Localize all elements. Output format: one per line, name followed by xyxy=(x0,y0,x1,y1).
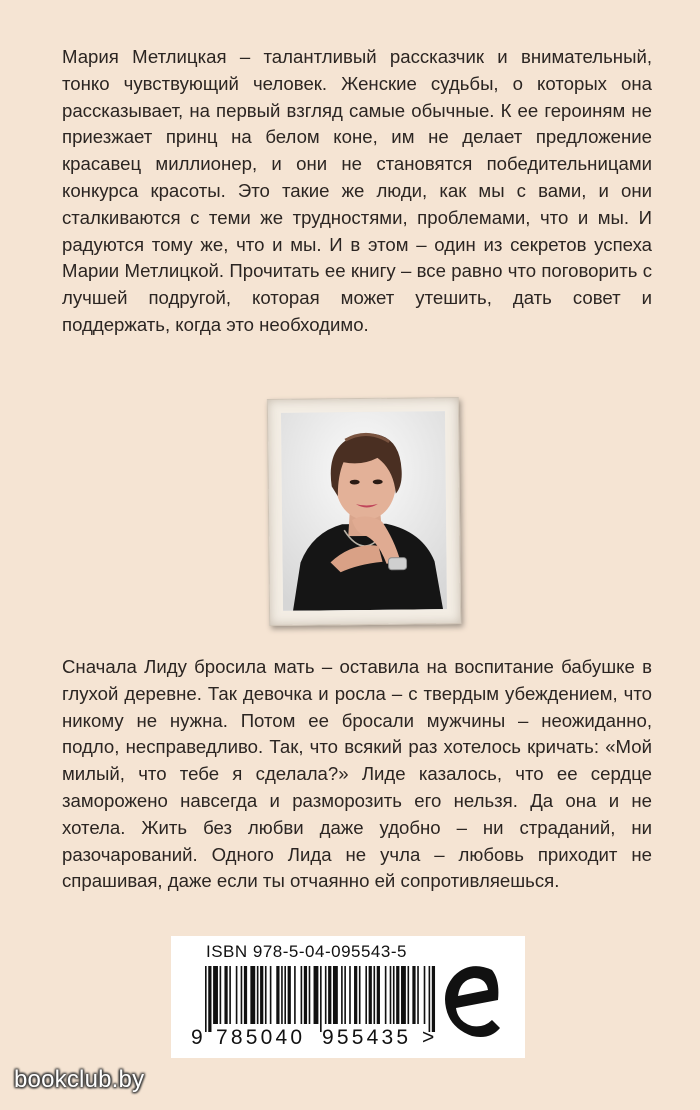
barcode-bar xyxy=(236,966,238,1024)
barcode-bar xyxy=(257,966,259,1024)
barcode-bar xyxy=(241,966,243,1024)
barcode-bar xyxy=(401,966,406,1024)
barcode-bar xyxy=(304,966,307,1024)
barcode-bar xyxy=(385,966,387,1024)
barcode-bar xyxy=(260,966,263,1024)
barcode-bar xyxy=(373,966,375,1024)
barcode-bar xyxy=(328,966,331,1024)
barcode-first-digit: 9 xyxy=(191,1026,203,1049)
barcode-bar xyxy=(424,966,426,1024)
barcode-bar xyxy=(369,966,372,1024)
barcode-bar xyxy=(220,966,222,1024)
publisher-logo-icon xyxy=(440,956,506,1042)
watermark: bookclub.by xyxy=(14,1066,145,1093)
barcode-bar xyxy=(224,966,227,1024)
barcode-bar xyxy=(213,966,218,1024)
barcode-bar xyxy=(354,966,357,1024)
barcode-bar xyxy=(377,966,380,1024)
author-photo-frame xyxy=(267,397,461,626)
barcode-bar xyxy=(417,966,419,1024)
barcode-bar xyxy=(412,966,415,1024)
author-blurb: Мария Метлицкая – талантливый рассказчик и внимательный, тонко чувствующий человек. Женские судьбы, о которых она рассказывает, на первый взгляд самые обычные. К ее героиням не приезжает принц на белом коне, им не делает предложение красавец миллионер, и они не становятся победительницами конкурса красоты. Это такие же люди, как мы с вами, и они сталкиваются с теми же трудностями, проблемами, что и мы. И радуются тому же, что и мы. И в этом – один из секретов успеха Марии Метлицкой. Прочитать ее книгу – все равно что поговорить с лучшей подругой, которая может утешить, дать совет и поддержать, когда это необходимо. xyxy=(62,46,652,335)
barcode-bar xyxy=(320,966,322,1032)
barcode-bar xyxy=(393,966,395,1024)
barcode-bar xyxy=(281,966,283,1024)
barcode-bar xyxy=(284,966,286,1024)
barcode-bar xyxy=(208,966,211,1032)
barcode-bar xyxy=(288,966,291,1024)
barcode-bar xyxy=(349,966,351,1024)
author-photo xyxy=(281,411,447,611)
barcode-end-mark: > xyxy=(422,1026,435,1049)
barcode-bar xyxy=(276,966,279,1024)
barcode-bar xyxy=(432,966,435,1032)
barcode-right-digits: 955435 xyxy=(322,1026,412,1049)
barcode-bar xyxy=(341,966,343,1024)
barcode-bar xyxy=(229,966,231,1024)
barcode-bar xyxy=(250,966,255,1024)
barcode-bar xyxy=(301,966,303,1024)
barcode-bar xyxy=(429,966,431,1032)
isbn-number: ISBN 978-5-04-095543-5 xyxy=(206,942,407,961)
barcode-bar xyxy=(408,966,410,1024)
barcode-bar xyxy=(365,966,367,1024)
barcode-bar xyxy=(314,966,319,1024)
barcode-bar xyxy=(359,966,361,1024)
barcode-left-digits: 785040 xyxy=(216,1026,306,1049)
barcode-bar xyxy=(325,966,327,1024)
barcode-bar xyxy=(344,966,346,1024)
book-description: Сначала Лиду бросила мать – оставила на воспитание бабушке в глухой деревне. Так девочка и росла – с твердым убеждением, что никому не нужна. Потом ее бросали мужчины – неожиданно, подло, несправедливо. Так, что всякий раз хотелось кричать: «Мой милый, что тебе я сделала?» Лиде казалось, что ее сердце заморожено навсегда и разморозить его нельзя. Да она и не хотела. Жить без любви даже удобно – ни страданий, ни разочарований. Одного Лида не учла – любовь приходит не спрашивая, даже если ты отчаянно ей сопротивляешься. xyxy=(62,656,652,892)
barcode-bar xyxy=(265,966,267,1024)
barcode-bar xyxy=(309,966,311,1024)
barcode-bar xyxy=(333,966,338,1024)
barcode-bar xyxy=(270,966,272,1024)
barcode-bar xyxy=(294,966,296,1024)
barcode-bar xyxy=(244,966,247,1024)
barcode-bar xyxy=(390,966,392,1024)
barcode-bar xyxy=(396,966,399,1024)
barcode-bar xyxy=(205,966,207,1032)
